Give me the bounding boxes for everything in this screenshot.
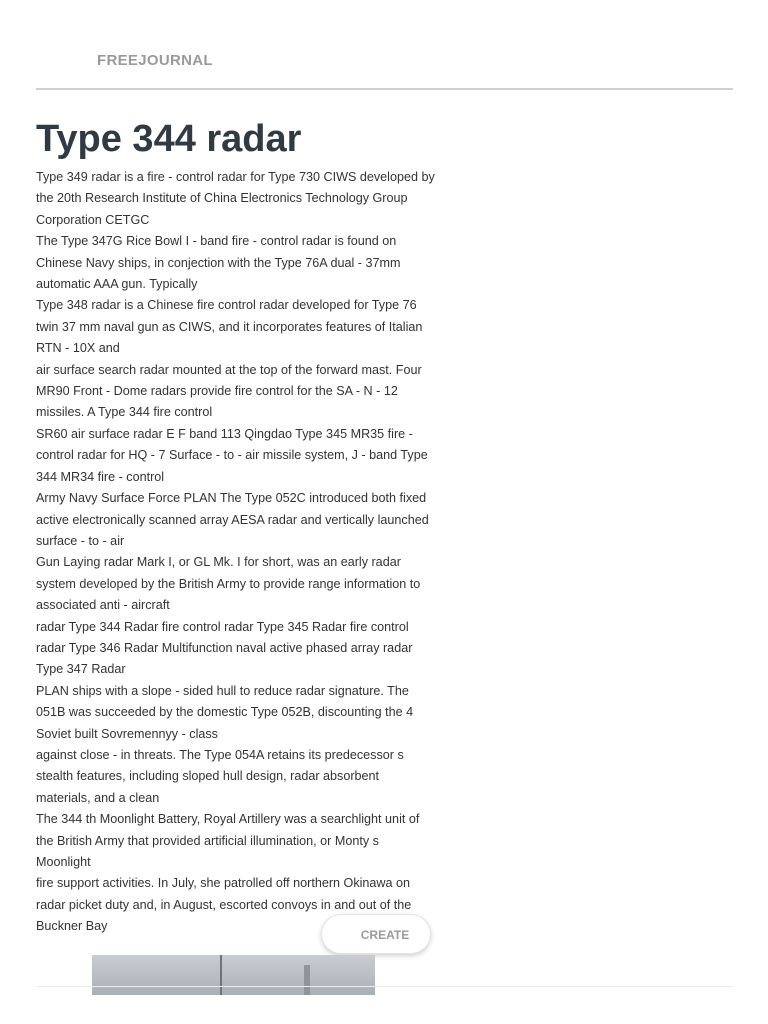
footer-divider — [36, 986, 733, 987]
article-paragraph: Type 349 radar is a fire - control radar for Type 730 CIWS developed by the 20th Research Institute of China Electronics Technology Group Corporation CETGC — [36, 170, 435, 227]
ship-mast-shape — [220, 955, 222, 995]
article-paragraph: The 344 th Moonlight Battery, Royal Artillery was a searchlight unit of the British Army that provided artificial illumination, or Monty s Moonlight — [36, 812, 420, 869]
page-title: Type 344 radar — [36, 118, 302, 160]
article-paragraph: fire support activities. In July, she patrolled off northern Okinawa on radar picket duty and, in August, escorted convoys in and out of the Buckner Bay — [36, 876, 412, 934]
article-paragraph: Army Navy Surface Force PLAN The Type 052C introduced both fixed active electronically scanned array AESA radar and vertically launched surface - to - air — [36, 491, 429, 548]
article-paragraph: Gun Laying radar Mark I, or GL Mk. I for short, was an early radar system developed by the British Army to provide range information to associated anti - aircraft — [36, 555, 421, 613]
article-image — [92, 955, 375, 995]
site-brand-link[interactable]: FREEJOURNAL — [97, 52, 213, 69]
article-body — [36, 167, 436, 938]
header-divider — [36, 88, 733, 90]
create-button[interactable]: CREATE — [321, 914, 431, 954]
article-paragraph: radar Type 344 Radar fire control radar Type 345 Radar fire control radar Type 346 Radar Multifunction naval active phased array radar Type 347 Radar — [36, 619, 413, 677]
ship-mast-shape — [304, 965, 310, 995]
article-paragraph: SR60 air surface radar E F band 113 Qingdao Type 345 MR35 fire - control radar for HQ - 7 Surface - to - air missile system, J - band Type 344 MR34 fire - control — [36, 426, 428, 484]
article-paragraph: PLAN ships with a slope - sided hull to reduce radar signature. The 051B was succeeded by the domestic Type 052B, discounting the 4 Soviet built Sovremennyy - class — [36, 683, 414, 741]
article-paragraph: air surface search radar mounted at the top of the forward mast. Four MR90 Front - Dome radars provide fire control for the SA - N - 12 missiles. A Type 344 fire control — [36, 362, 422, 420]
article-paragraph: Type 348 radar is a Chinese fire control radar developed for Type 76 twin 37 mm naval gun as CIWS, and it incorporates features of Italian RTN - 10X and — [36, 298, 423, 356]
article-paragraph: The Type 347G Rice Bowl I - band fire - control radar is found on Chinese Navy ships, in conjection with the Type 76A dual - 37mm automatic AAA gun. Typically — [36, 234, 401, 292]
article-paragraph: against close - in threats. The Type 054A retains its predecessor s stealth features, including sloped hull design, radar absorbent materials, and a clean — [36, 747, 404, 805]
